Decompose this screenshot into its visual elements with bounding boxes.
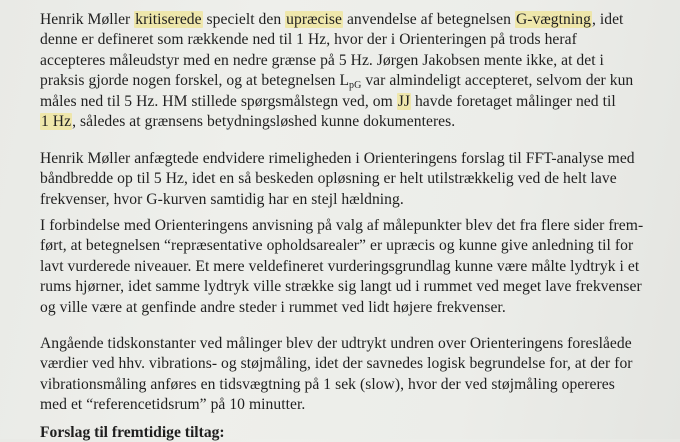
- text-run: anvendelse af betegnelsen: [343, 11, 515, 28]
- text-line: lavt vurderede niveauer. Et mere veldefineret vurderingsgrundlag kunne være målte lydtryk i et: [40, 257, 640, 275]
- text-line: Angående tidskonstanter ved målinger blev der udtrykt undren over Orienteringens foreslåede: [40, 335, 632, 352]
- text-line: I forbindelse med Orienteringens anvisning på valg af målepunkter blev det fra flere sider frem-: [40, 217, 644, 234]
- text-run: , således at grænsens betydningsløshed kunne dokumenteres.: [72, 113, 456, 131]
- text-run: havde foretaget målinger ned til: [411, 92, 616, 110]
- paragraph-time-constants: [40, 334, 680, 416]
- text-line: ført, at betegnelsen “repræsentative opholdsarealer” er upræcis og kunne give anledning til for: [40, 237, 634, 255]
- highlighted-word: upræcise: [286, 11, 342, 28]
- section-heading: Forslag til fremtidige tiltag:: [40, 424, 225, 441]
- paragraph-criticism: [40, 10, 680, 132]
- highlighted-word: kritiserede: [135, 11, 202, 28]
- highlighted-word: 1 Hz: [41, 113, 72, 131]
- highlighted-word: G-vægtning: [515, 11, 591, 28]
- text-line: [40, 92, 680, 112]
- text-line: Henrik Møller anfægtede endvidere rimeligheden i Orienteringens forslag til FFT-analyse med: [40, 150, 635, 167]
- text-run: var almindeligt accepteret, selvom der kun: [361, 72, 634, 90]
- text-line: frekvenser, hvor G-kurven samtidig har en stejl hældning.: [40, 190, 404, 208]
- paragraph-fft-analysis: [40, 149, 680, 210]
- paragraph-measurement-points: [40, 216, 680, 318]
- text-run: Henrik Møller: [40, 11, 135, 28]
- highlighted-word: JJ: [397, 92, 410, 110]
- text-run: specielt den: [202, 11, 286, 28]
- text-line: rums hjørner, idet samme lydtryk ville strække sig langt ud i rummet ved meget lave frekvenser: [40, 278, 642, 296]
- text-run: måles ned til 5 Hz. HM stillede spørgsmålstegn ved, om: [40, 92, 397, 110]
- text-line: værdier ved hhv. vibrations- og støjmåling, idet der savnedes logisk begrundelse for, at der for: [40, 355, 633, 373]
- text-line: [40, 10, 680, 30]
- text-line: og ville være at genfinde andre steder i rummet ved lidt højere frekvenser.: [40, 298, 506, 316]
- text-line: med et “referencetidsrum” på 10 minutter.: [40, 396, 306, 414]
- text-line: vibrationsmåling anføres en tidsvægtning på 1 sek (slow), hvor der ved støjmåling opereres: [40, 375, 615, 393]
- text-line: accepteres måleudstyr med en nedre grænse på 5 Hz. Jørgen Jakobsen mente ikke, at det i: [40, 51, 604, 69]
- text-line: denne er defineret som rækkende ned til 1 Hz, hvor der i Orienteringen på trods heraf: [40, 31, 577, 49]
- text-line: båndbredde op til 5 Hz, idet en så beskeden opløsning er helt utilstrækkelig ved de helt lave: [40, 170, 617, 188]
- subscript: pG: [349, 80, 362, 92]
- text-line: [40, 112, 680, 132]
- text-run: , idet: [591, 11, 624, 28]
- text-line: [40, 71, 680, 91]
- text-run: praksis gjorde nogen forskel, og at betegnelsen L: [40, 72, 350, 90]
